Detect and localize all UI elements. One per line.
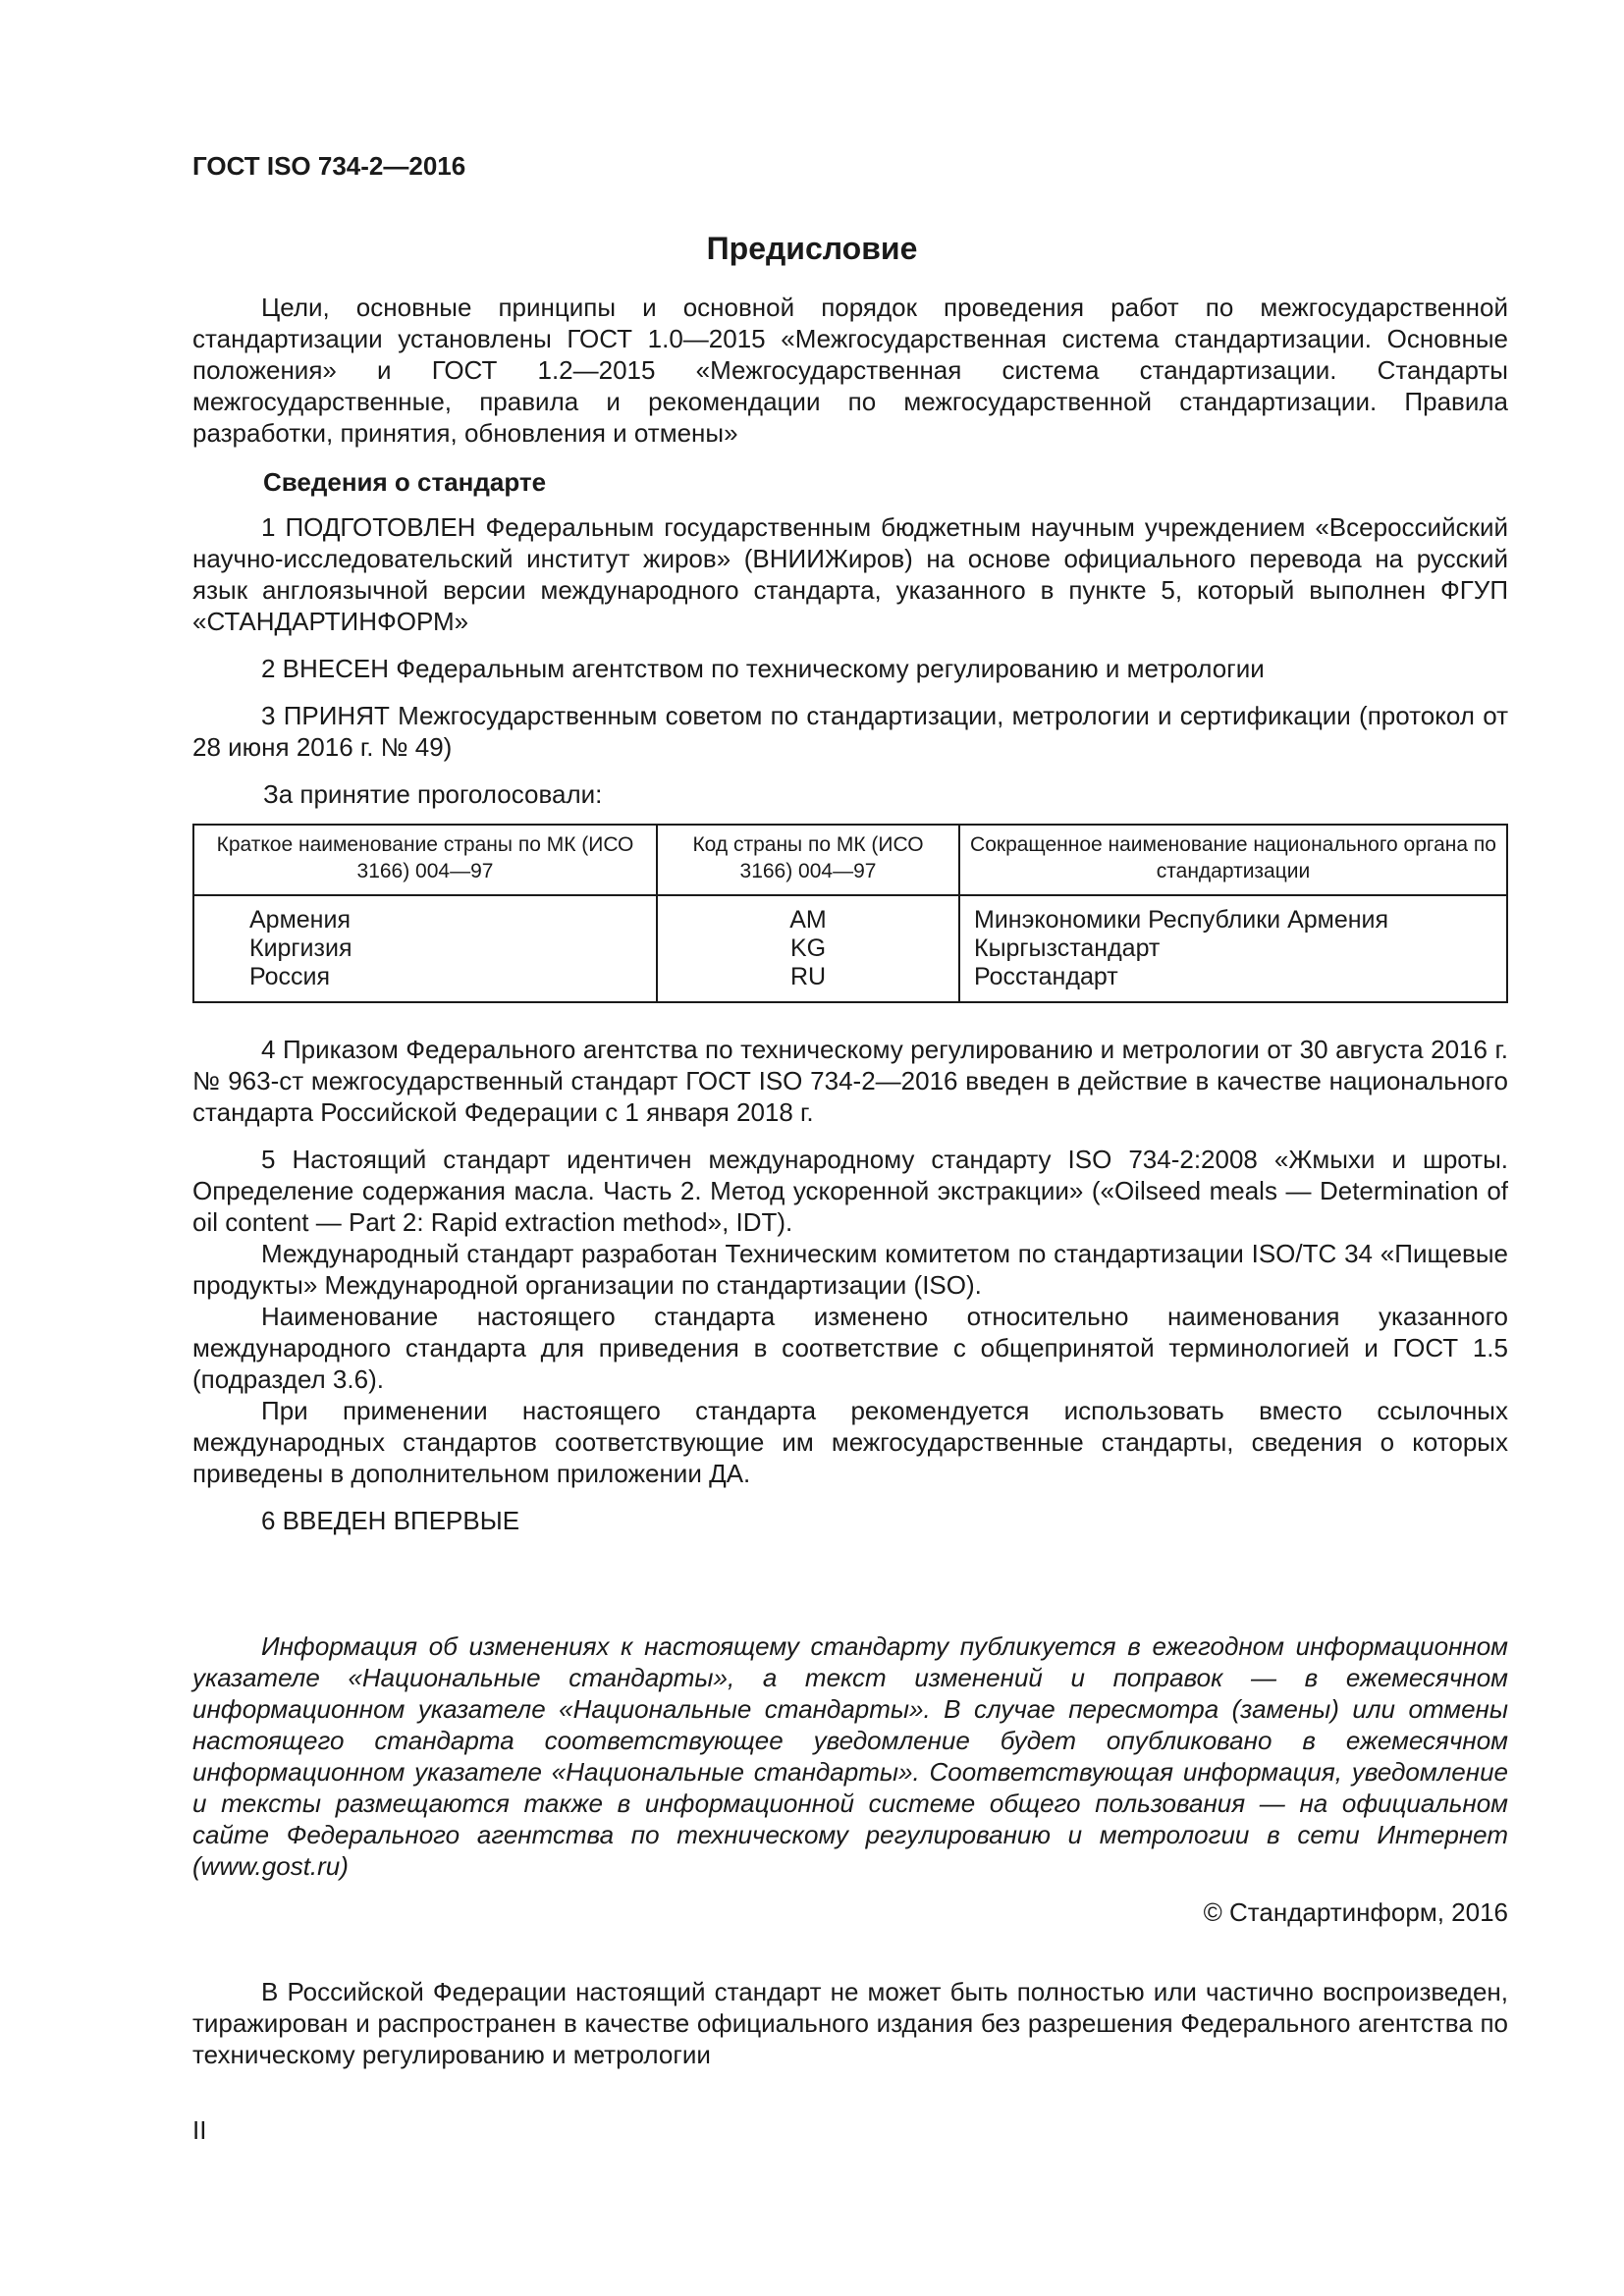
table-header-row [193, 825, 1507, 895]
item-3-paragraph: 3 ПРИНЯТ Межгосударственным советом по стандартизации, метрологии и сертификации (протокол от 28 июня 2016 г. № 49) [192, 701, 1508, 762]
page-title: Предисловие [706, 231, 918, 266]
item-4-paragraph: 4 Приказом Федерального агентства по техническому регулированию и метрологии от 30 августа 2016 г. № 963-ст межгосударственный стандарт ГОСТ ISO 734-2—2016 введен в действие в качестве национального стандарта Российской Федерации с 1 января 2018 г. [192, 1035, 1508, 1127]
item-5-paragraph: При применении настоящего стандарта рекомендуется использовать вместо ссылочных международных стандартов соответствующие им межгосударственные стандарты, сведения о которых приведены в дополнительном приложении ДА. [192, 1396, 1508, 1488]
table-cell-code: AM [657, 895, 959, 934]
table-cell-country: Армения [193, 895, 657, 934]
voting-table [192, 824, 1508, 1003]
copyright-line: © Стандартинформ, 2016 [1203, 1897, 1508, 1927]
table-cell-body: Минэкономики Республики Армения [959, 895, 1507, 934]
table-row [193, 895, 1507, 934]
intro-section [192, 292, 1508, 449]
table-cell-country: Россия [193, 963, 657, 1002]
restriction-section [192, 1976, 1508, 2070]
intro-paragraph: Цели, основные принципы и основной порядок проведения работ по межгосударственной стандартизации установлены ГОСТ 1.0—2015 «Межгосударственная система стандартизации. Основные положения» и ГОСТ 1.2—2015 «Межгосударственная система стандартизации. Стандарты межгосударственные, правила и рекомендации по межгосударственной стандартизации. Правила разработки, принятия, обновления и отмены» [192, 293, 1508, 448]
voted-label: За принятие проголосовали: [263, 779, 603, 809]
table-row [193, 934, 1507, 963]
item-1-section [192, 511, 1508, 637]
item-5-paragraph: 5 Настоящий стандарт идентичен международному стандарту ISO 734-2:2008 «Жмыхи и шроты. Определение содержания масла. Часть 2. Метод ускоренной экстракции» («Oilseed meals — Determination of oil content — Part 2: Rapid extraction method», IDT). [192, 1145, 1508, 1237]
table-cell-code: KG [657, 934, 959, 963]
table-cell-code: RU [657, 963, 959, 1002]
table-header-code: Код страны по МК (ИСО 3166) 004—97 [657, 825, 959, 895]
page-number: II [192, 2115, 207, 2145]
item-5-paragraph: Наименование настоящего стандарта изменено относительно наименования указанного международного стандарта для приведения в соответствие с общепринятой терминологией и ГОСТ 1.5 (подраздел 3.6). [192, 1302, 1508, 1394]
item-6-section [192, 1505, 1508, 1536]
table-cell-body: Росстандарт [959, 963, 1507, 1002]
notice-paragraph: Информация об изменениях к настоящему стандарту публикуется в ежегодном информационном указателе «Национальные стандарты», а текст изменений и поправок — в ежемесячном информационном указателе «Национальные стандарты». В случае пересмотра (замены) или отмены настоящего стандарта соответствующее уведомление будет опубликовано в ежемесячном информационном указателе «Национальные стандарты». Соответствующая информация, уведомление и тексты размещаются также в информационной системе общего пользования — на официальном сайте Федерального агентства по техническому регулированию и метрологии в сети Интернет (www.gost.ru) [192, 1631, 1508, 1881]
item-5-paragraph: Международный стандарт разработан Техническим комитетом по стандартизации ISO/TC 34 «Пищевые продукты» Международной организации по стандартизации (ISO). [192, 1239, 1508, 1300]
table-header-country: Краткое наименование страны по МК (ИСО 3166) 004—97 [193, 825, 657, 895]
notice-section [192, 1630, 1508, 1882]
item-2-section [192, 653, 1508, 684]
table-cell-country: Киргизия [193, 934, 657, 963]
item-1-paragraph: 1 ПОДГОТОВЛЕН Федеральным государственным бюджетным научным учреждением «Всероссийский научно-исследовательский институт жиров» (ВНИИЖиров) на основе официального перевода на русский язык англоязычной версии международного стандарта, указанного в пункте 5, который выполнен ФГУП «СТАНДАРТИНФОРМ» [192, 512, 1508, 636]
item-6-paragraph: 6 ВВЕДЕН ВПЕРВЫЕ [261, 1506, 520, 1535]
item-3-section [192, 700, 1508, 763]
item-5-section [192, 1144, 1508, 1489]
document-code-header: ГОСТ ISO 734-2—2016 [192, 151, 466, 181]
item-2-paragraph: 2 ВНЕСЕН Федеральным агентством по техническому регулированию и метрологии [261, 654, 1265, 683]
table-row [193, 963, 1507, 1002]
info-heading: Сведения о стандарте [263, 467, 547, 497]
item-4-section [192, 1034, 1508, 1128]
table-cell-body: Кыргызстандарт [959, 934, 1507, 963]
restriction-paragraph: В Российской Федерации настоящий стандарт не может быть полностью или частично воспроизведен, тиражирован и распространен в качестве официального издания без разрешения Федерального агентства по техническому регулированию и метрологии [192, 1977, 1508, 2069]
table-header-body: Сокращенное наименование национального органа по стандартизации [959, 825, 1507, 895]
